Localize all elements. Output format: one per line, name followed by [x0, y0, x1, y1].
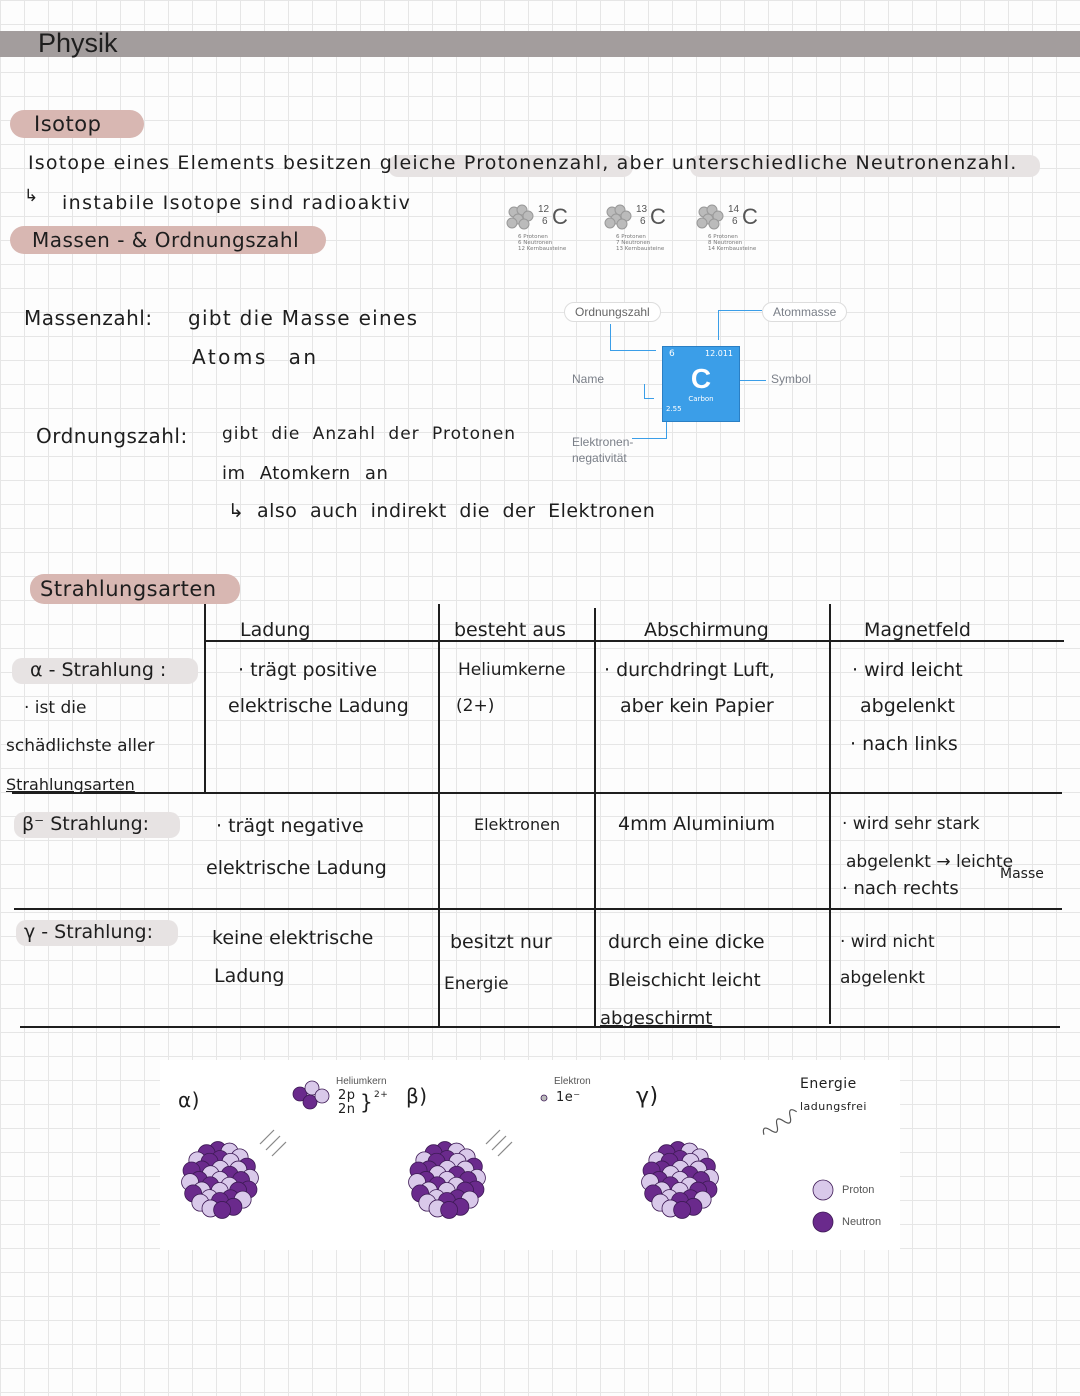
elektron-charge: 1e⁻	[556, 1090, 581, 1105]
gamma-ladung-1: keine elektrische	[212, 927, 374, 949]
element-card-diagram	[560, 296, 860, 476]
alpha-nucleus-nucleon	[214, 1201, 231, 1218]
heliumkern-protons: 2p	[338, 1088, 356, 1103]
connector-line	[740, 380, 766, 381]
isotope-protonen: 6 Protonen	[616, 234, 646, 240]
legend-neutron-label: Neutron	[842, 1216, 882, 1228]
symbol-label: Symbol	[771, 372, 812, 386]
alpha-emission-mark	[266, 1136, 280, 1150]
gamma-magnet-2: abgelenkt	[840, 968, 925, 988]
heliumkern-label: Heliumkern	[336, 1076, 387, 1087]
beta-magnet-2: abgelenkt → leichte	[846, 852, 1014, 872]
ordnungszahl-callout-label: Ordnungszahl	[575, 305, 650, 319]
heliumkern-charge: 2+	[374, 1090, 389, 1100]
connector-line	[610, 324, 611, 350]
isotope-protonen: 6 Protonen	[518, 234, 548, 240]
gamma-besteht-1: besitzt nur	[450, 931, 552, 953]
gamma-label: γ - Strahlung:	[24, 921, 154, 943]
header-ladung: Ladung	[240, 619, 311, 641]
beta-magnet-3: · nach rechts	[842, 878, 959, 899]
isotope-mass: 13	[636, 204, 648, 215]
ordnungszahl-label: Ordnungszahl:	[36, 424, 188, 448]
isotop-heading: Isotop	[34, 112, 102, 136]
heliumkern-brace: }	[360, 1090, 374, 1114]
isotop-definition: Isotope eines Elements besitzen gleiche Protonenzahl, aber unterschiedliche Neutronenzahl.	[28, 152, 1018, 174]
beta-besteht-1: Elektronen	[474, 815, 561, 834]
alpha-besteht-2: (2+)	[456, 696, 495, 716]
table-hline	[20, 1026, 1060, 1028]
isotop-radioaktiv: instabile Isotope sind radioaktiv	[62, 192, 412, 214]
gamma-diagram-label: γ)	[636, 1084, 659, 1109]
beta-ladung-1: · trägt negative	[216, 815, 364, 837]
beta-diagram-label: β)	[406, 1084, 428, 1108]
alpha-magnet-3: · nach links	[850, 733, 958, 755]
isotope-number: 6	[732, 216, 738, 227]
legend-proton-dot	[813, 1180, 833, 1200]
element-number: 6	[669, 349, 675, 359]
gamma-nucleus-nucleon	[674, 1201, 691, 1218]
isotope-symbol: C	[650, 204, 666, 229]
massenzahl-text-1: gibt die Masse eines	[188, 306, 419, 330]
element-en: 2.55	[666, 405, 682, 413]
gamma-abschirmung-2: Bleischicht leicht	[608, 970, 761, 991]
alpha-ladung-2: elektrische Ladung	[228, 695, 409, 717]
gamma-ladung-2: Ladung	[214, 965, 285, 987]
gamma-wave	[761, 1108, 800, 1139]
beta-nucleus-nucleon	[441, 1201, 458, 1218]
massen-heading: Massen - & Ordnungszahl	[32, 228, 300, 252]
connector-line	[610, 350, 656, 351]
alpha-note-1: · ist die	[24, 698, 87, 718]
en-label: Elektronen-negativität	[572, 435, 634, 465]
energie-label: Energie	[800, 1076, 857, 1092]
table-vline	[829, 604, 831, 1024]
header-abschirmung: Abschirmung	[644, 619, 769, 641]
beta-magnet-note: Masse	[1000, 866, 1044, 882]
atommasse-callout-label: Atommasse	[773, 305, 837, 319]
table-hline	[12, 792, 1062, 794]
beta-emission-mark	[492, 1136, 506, 1150]
element-mass: 12.011	[705, 349, 733, 358]
ordnungszahl-callout	[564, 302, 661, 322]
alpha-note-3: Strahlungsarten	[6, 775, 135, 794]
ladungsfrei-label: ladungsfrei	[800, 1100, 867, 1113]
isotop-arrow: ↳	[24, 186, 39, 206]
ordnungszahl-text-1: gibt die Anzahl der Protonen	[222, 424, 517, 444]
alpha-magnet-2: abgelenkt	[860, 695, 955, 717]
isotope-neutronen: 6 Neutronen	[518, 240, 553, 246]
ordnungszahl-text-3: ↳ also auch indirekt die der Elektronen	[228, 500, 656, 522]
isotope-mass: 12	[538, 204, 550, 215]
table-vline	[204, 604, 206, 792]
title-bar	[0, 31, 1080, 57]
connector-line	[644, 398, 654, 399]
gamma-besteht-2: Energie	[444, 974, 509, 994]
isotope-kernbausteine: 14 Kernbausteine	[708, 246, 757, 252]
connector-line	[718, 310, 762, 311]
element-symbol: C	[690, 363, 712, 394]
gamma-magnet-1: · wird nicht	[840, 932, 935, 952]
isotope-number: 6	[542, 216, 548, 227]
strahlung-heading: Strahlungsarten	[40, 577, 217, 601]
beta-abschirmung-1: 4mm Aluminium	[618, 813, 776, 835]
alpha-diagram-label: α)	[178, 1088, 200, 1112]
gamma-abschirmung-1: durch eine dicke	[608, 931, 765, 953]
table-vline	[594, 608, 596, 1028]
isotope-number: 6	[640, 216, 646, 227]
helium-proton	[315, 1089, 329, 1103]
alpha-ladung-1: · trägt positive	[238, 659, 378, 681]
connector-line	[644, 384, 645, 398]
ordnungszahl-text-2: im Atomkern an	[222, 463, 389, 484]
table-hline	[14, 908, 1062, 910]
atom-cluster-icon	[694, 202, 730, 232]
alpha-abschirmung-1: · durchdringt Luft,	[604, 659, 775, 681]
element-tile	[662, 346, 740, 422]
header-besteht-aus: besteht aus	[454, 619, 566, 641]
alpha-emission-mark	[272, 1142, 286, 1156]
alpha-besteht-1: Heliumkerne	[458, 660, 566, 680]
isotope-neutronen: 8 Neutronen	[708, 240, 743, 246]
carbon-isotopes	[500, 200, 790, 270]
header-magnetfeld: Magnetfeld	[864, 619, 971, 641]
massenzahl-label: Massenzahl:	[24, 306, 153, 330]
massenzahl-text-2: Atoms an	[192, 345, 319, 369]
decay-diagram-svg	[160, 1060, 900, 1250]
alpha-magnet-1: · wird leicht	[852, 659, 963, 681]
atommasse-callout	[762, 302, 847, 322]
name-label: Name	[572, 372, 605, 386]
atom-cluster-icon	[602, 202, 638, 232]
beta-magnet-1: · wird sehr stark	[842, 814, 980, 834]
page-title: Physik	[38, 28, 118, 58]
beta-label: β⁻ Strahlung:	[22, 813, 150, 835]
isotope-symbol: C	[742, 204, 758, 229]
gamma-abschirmung-3: abgeschirmt	[600, 1008, 713, 1029]
isotope-neutronen: 7 Neutronen	[616, 240, 651, 246]
beta-ladung-2: elektrische Ladung	[206, 857, 387, 879]
alpha-note-2: schädlichste aller	[6, 736, 155, 756]
element-name: Carbon	[688, 395, 714, 403]
elektron-label: Elektron	[554, 1076, 591, 1087]
isotope-kernbausteine: 12 Kernbausteine	[518, 246, 567, 252]
heliumkern-neutrons: 2n	[338, 1102, 356, 1117]
beta-emission-mark	[486, 1130, 500, 1144]
isotope-kernbausteine: 13 Kernbausteine	[616, 246, 665, 252]
table-vline	[438, 604, 440, 1028]
decay-diagram	[160, 1060, 900, 1250]
electron-dot	[541, 1095, 547, 1101]
connector-line	[718, 310, 719, 340]
legend-neutron-dot	[813, 1212, 833, 1232]
legend-proton-label: Proton	[842, 1184, 875, 1196]
isotope-symbol: C	[552, 204, 568, 229]
beta-emission-mark	[498, 1142, 512, 1156]
isotope-mass: 14	[728, 204, 740, 215]
isotope-protonen: 6 Protonen	[708, 234, 738, 240]
atom-cluster-icon	[504, 202, 540, 232]
alpha-label: α - Strahlung :	[30, 659, 167, 681]
alpha-emission-mark	[260, 1130, 274, 1144]
alpha-abschirmung-2: aber kein Papier	[620, 695, 774, 717]
